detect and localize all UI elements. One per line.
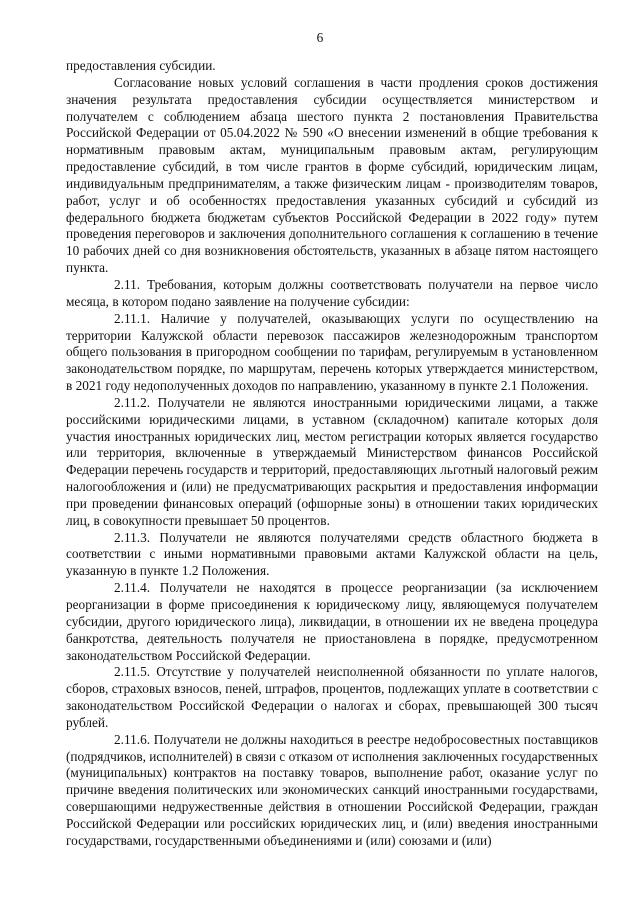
- paragraph: Согласование новых условий соглашения в части продления сроков достижения значения результата предоставления субсидии осуществляется министерством и получателем с соблюдением абзаца шестого пункта 2 постановления Правительства Российской Федерации от 05.04.2022 № 590 «О внесении изменений в общие требования к нормативным правовым актам, муниципальным правовым актам, регулирующим предоставление субсидий, в том числе грантов в форме субсидий, юридическим лицам, индивидуальным предпринимателям, а также физическим лицам - производителям товаров, работ, услуг и об особенностях предоставления указанных субсидий и субсидий из федерального бюджета бюджетам субъектов Российской Федерации в 2022 году» путем проведения переговоров и заключения дополнительного соглашения к соглашению в течение 10 рабочих дней со дня возникновения обстоятельств, указанных в абзаце пятом настоящего пункта.: [66, 74, 598, 276]
- paragraph: 2.11.3. Получатели не являются получателями средств областного бюджета в соответствии с иными нормативными правовыми актами Калужской области на цель, указанную в пункте 1.2 Положения.: [66, 529, 598, 579]
- page-number: 6: [316, 30, 324, 45]
- paragraph: 2.11.6. Получатели не должны находиться в реестре недобросовестных поставщиков (подрядчиков, исполнителей) в связи с отказом от исполнения заключенных государственных (муниципальных) контрактов на поставку товаров, выполнение работ, оказание услуг по причине введения политических или экономических санкций иностранными государствами, совершающими недружественные действия в отношении Российской Федерации, граждан Российской Федерации или российских юридических лиц, и (или) введения иностранными государствами, государственными объединениями и (или) союзами и (или): [66, 731, 598, 848]
- paragraph: 2.11.1. Наличие у получателей, оказывающих услуги по осуществлению на территории Калужской области перевозок пассажиров железнодорожным транспортом общего пользования в пригородном сообщении по тарифам, регулируемым в установленном законодательством порядке, по маршрутам, перечень которых утверждается министерством, в 2021 году недополученных доходов по направлению, указанному в пункте 2.1 Положения.: [66, 310, 598, 394]
- paragraph: предоставления субсидии.: [66, 58, 216, 73]
- paragraph: 2.11.2. Получатели не являются иностранными юридическими лицами, а также российскими юридическими лицами, в уставном (складочном) капитале которых доля участия иностранных юридических лиц, местом регистрации которых является государство или территория, включенные в утверждаемый Министерством финансов Российской Федерации перечень государств и территорий, предоставляющих льготный налоговый режим налогообложения и (или) не предусматривающих раскрытия и предоставления информации при проведении финансовых операций (офшорные зоны) в отношении таких юридических лиц, в совокупности превышает 50 процентов.: [66, 394, 598, 528]
- paragraph: 2.11.5. Отсутствие у получателей неисполненной обязанности по уплате налогов, сборов, страховых взносов, пеней, штрафов, процентов, подлежащих уплате в соответствии с законодательством Российской Федерации о налогах и сборах, превышающей 300 тысяч рублей.: [66, 664, 598, 730]
- paragraph: 2.11.4. Получатели не находятся в процессе реорганизации (за исключением реорганизации в форме присоединения к юридическому лицу, являющемуся получателем субсидии, другого юридического лица), ликвидации, в отношении их не введена процедура банкротства, деятельность получателя не приостановлена в порядке, предусмотренном законодательством Российской Федерации.: [66, 580, 598, 663]
- paragraph: 2.11. Требования, которым должны соответствовать получатели на первое число месяца, в котором подано заявление на получение субсидии:: [66, 276, 598, 309]
- document-body: [66, 58, 598, 850]
